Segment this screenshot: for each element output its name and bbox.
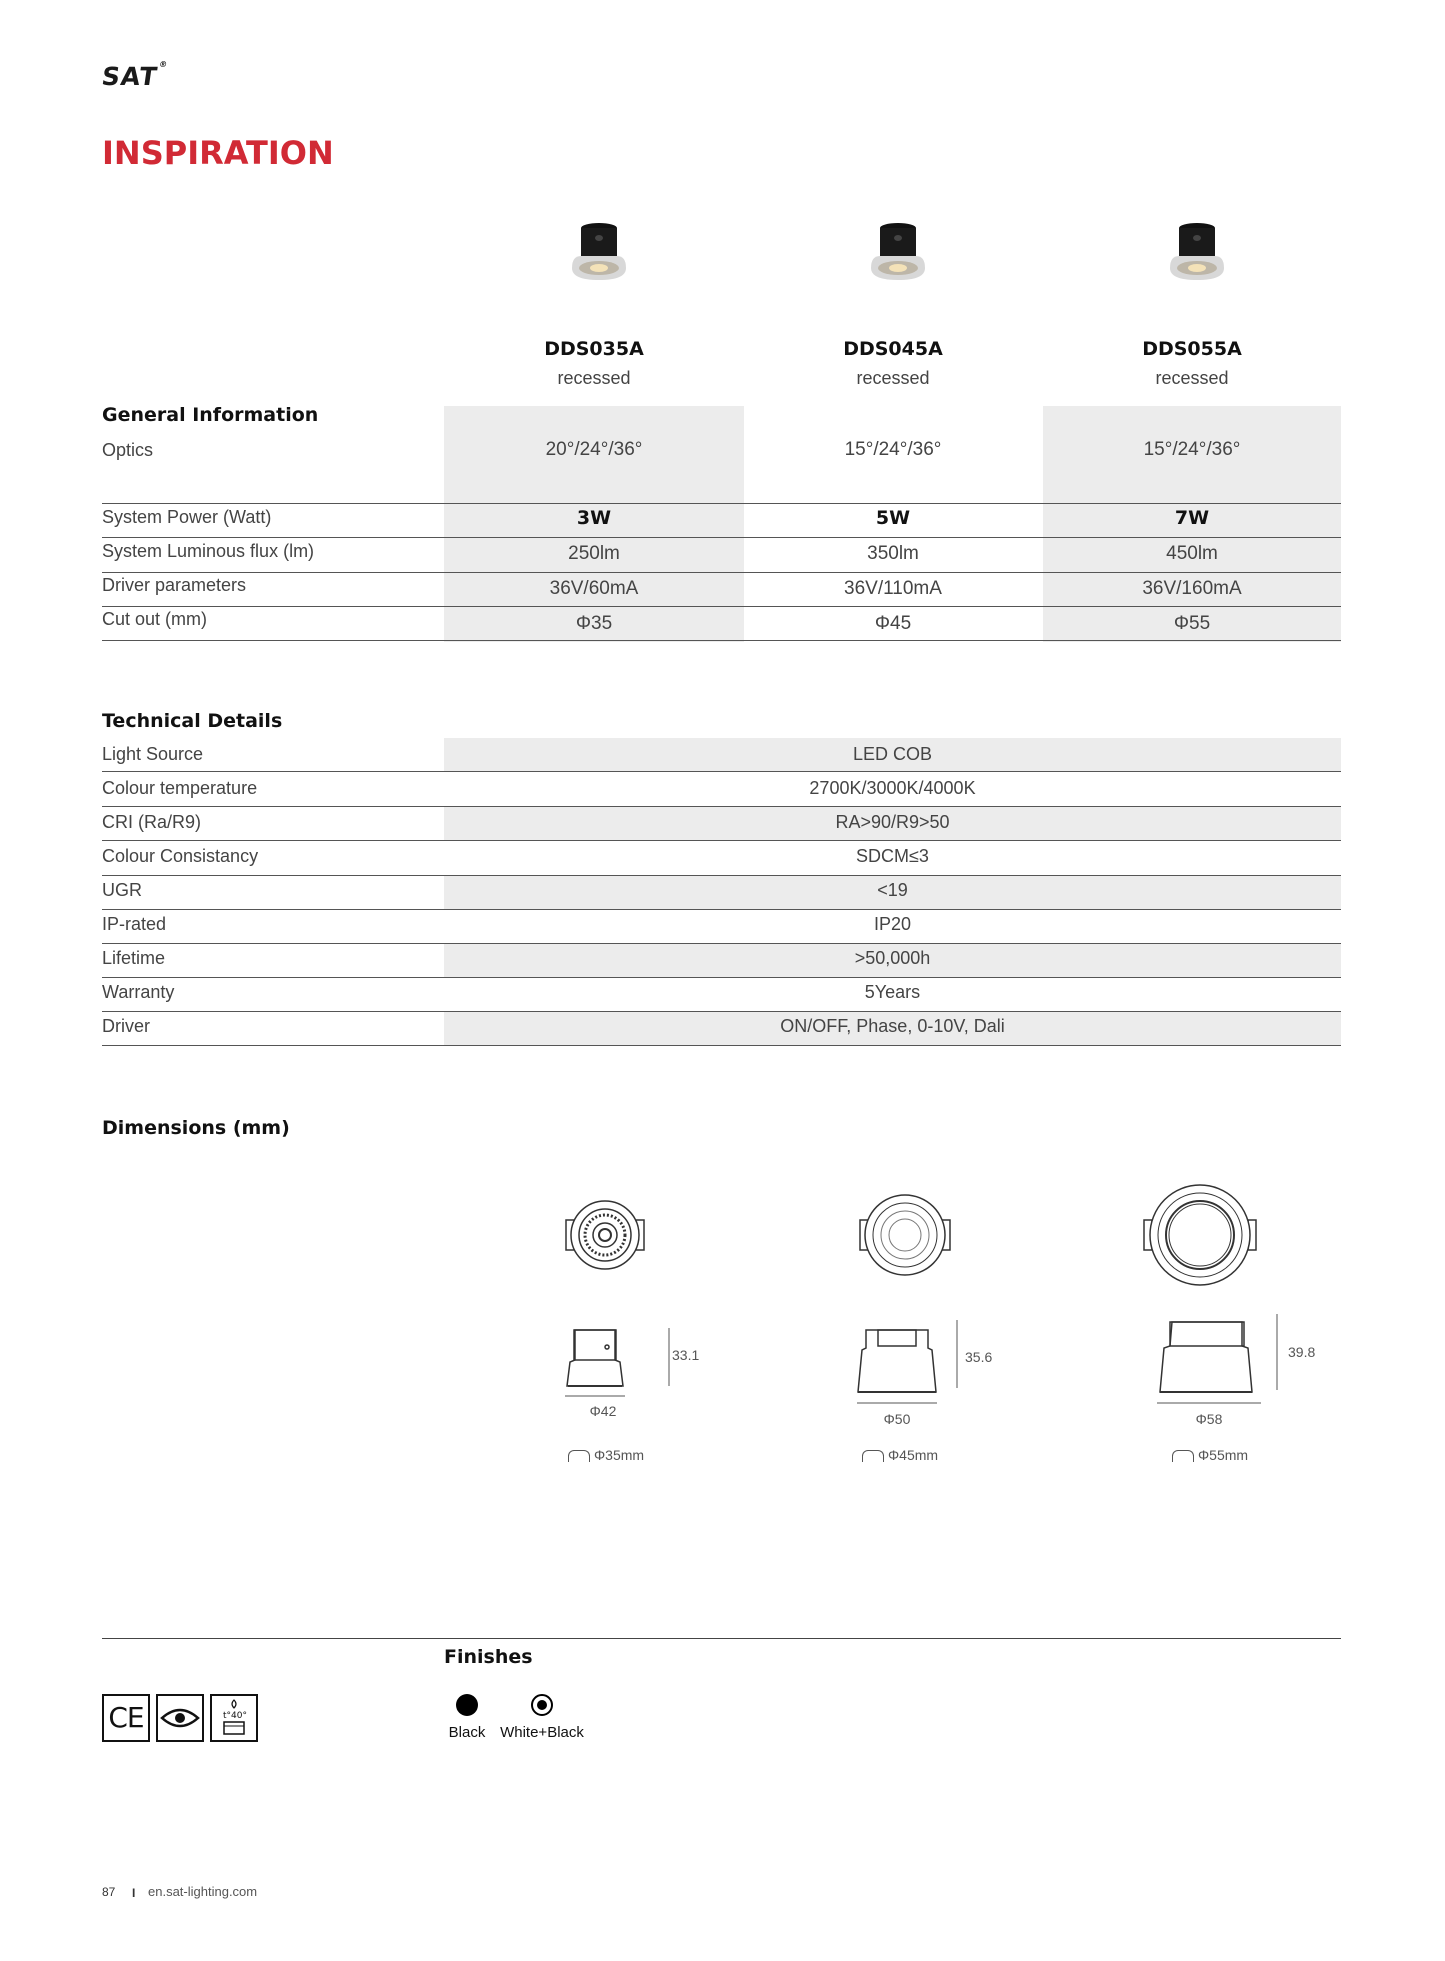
- row-label-cutout: Cut out (mm): [102, 609, 208, 629]
- cell-colour-temperature: 2700K/3000K/4000K: [809, 778, 976, 798]
- product-type: recessed: [557, 368, 631, 388]
- row-label-power: System Power (Watt): [102, 507, 272, 527]
- cell-colour-consistancy: SDCM≤3: [856, 846, 929, 866]
- cell-flux: 250lm: [568, 543, 620, 564]
- diameter-dimension-line: [1157, 1400, 1261, 1406]
- technical-details-title: Technical Details: [102, 710, 283, 732]
- cell-cri: RA>90/R9>50: [835, 812, 950, 832]
- cell-driver: ON/OFF, Phase, 0-10V, Dali: [780, 1016, 1005, 1036]
- side-view-drawing-1: [560, 1320, 630, 1390]
- website-link[interactable]: en.sat-lighting.com: [148, 1884, 258, 1899]
- cell-optics: 15°/24°/36°: [844, 439, 942, 460]
- cutout-icon: [862, 1450, 884, 1462]
- top-view-drawing-3: [1140, 1175, 1260, 1295]
- row-label-ugr: UGR: [102, 880, 142, 900]
- product-type: recessed: [856, 368, 930, 388]
- top-view-drawing-1: [560, 1190, 650, 1280]
- cell-driver-params: 36V/110mA: [844, 578, 942, 599]
- cell-warranty: 5Years: [864, 982, 921, 1002]
- diameter-dimension-line: [857, 1400, 937, 1406]
- product-image: [1162, 218, 1232, 298]
- row-divider: [102, 537, 1341, 538]
- cell-optics: 15°/24°/36°: [1143, 439, 1241, 460]
- row-divider: [102, 771, 1341, 772]
- cell-ugr: <19: [877, 880, 908, 900]
- height-label: 39.8: [1288, 1344, 1316, 1360]
- row-divider: [102, 1011, 1341, 1012]
- row-divider: [102, 572, 1341, 573]
- row-label-lifetime: Lifetime: [102, 948, 166, 968]
- temperature-rating-icon: [210, 1694, 258, 1742]
- product-model: DDS035A: [544, 338, 644, 360]
- diameter-label: Φ58: [1195, 1411, 1223, 1427]
- cell-light-source: LED COB: [852, 744, 933, 764]
- height-label: 35.6: [965, 1349, 993, 1365]
- page-number: 87: [102, 1885, 116, 1899]
- row-divider: [102, 840, 1341, 841]
- cutout-label: Φ55mm: [1172, 1447, 1248, 1463]
- row-label-flux: System Luminous flux (lm): [102, 541, 315, 561]
- product-model: DDS045A: [843, 338, 943, 360]
- page-separator: I: [132, 1886, 136, 1900]
- row-divider: [102, 1045, 1341, 1046]
- cell-driver-params: 36V/160mA: [1142, 578, 1242, 599]
- row-label-colour-temperature: Colour temperature: [102, 778, 258, 798]
- cell-flux: 450lm: [1166, 543, 1218, 564]
- cell-cutout: Φ35: [575, 613, 613, 634]
- cell-ip-rated: IP20: [873, 914, 912, 934]
- product-image: [863, 218, 933, 298]
- ce-mark-icon: CE: [102, 1694, 150, 1742]
- row-divider: [102, 640, 1341, 641]
- finish-swatch-white-black[interactable]: [531, 1694, 553, 1716]
- diameter-dimension-line: [565, 1393, 625, 1399]
- cell-lifetime: >50,000h: [854, 948, 931, 968]
- row-label-optics: Optics: [102, 440, 154, 460]
- row-label-light-source: Light Source: [102, 744, 204, 764]
- cell-power: 5W: [875, 507, 911, 529]
- row-divider: [102, 606, 1341, 607]
- cell-driver-params: 36V/60mA: [549, 578, 639, 599]
- row-label-ip-rated: IP-rated: [102, 914, 167, 934]
- cell-flux: 350lm: [867, 543, 919, 564]
- eye-safety-icon: [156, 1694, 204, 1742]
- finish-label-white-black: White+Black: [500, 1724, 584, 1741]
- side-view-drawing-2: [852, 1320, 942, 1395]
- row-divider: [102, 977, 1341, 978]
- top-view-drawing-2: [855, 1185, 955, 1285]
- finish-swatch-black[interactable]: [456, 1694, 478, 1716]
- footer-divider: [102, 1638, 1341, 1639]
- row-divider: [102, 875, 1341, 876]
- cell-cutout: Φ55: [1173, 613, 1211, 634]
- row-label-driver-params: Driver parameters: [102, 575, 247, 595]
- product-image: [564, 218, 634, 298]
- height-dimension-line: [952, 1320, 962, 1390]
- svg-text:t°40°: t°40°: [223, 1711, 247, 1721]
- finishes-title: Finishes: [444, 1646, 533, 1668]
- cell-cutout: Φ45: [874, 613, 912, 634]
- product-model: DDS055A: [1142, 338, 1242, 360]
- dimensions-title: Dimensions (mm): [102, 1117, 290, 1139]
- cutout-label: Φ45mm: [862, 1447, 938, 1463]
- cutout-icon: [568, 1450, 590, 1462]
- cell-optics: 20°/24°/36°: [545, 439, 643, 460]
- row-label-cri: CRI (Ra/R9): [102, 812, 202, 832]
- general-information-title: General Information: [102, 404, 319, 426]
- product-type: recessed: [1155, 368, 1229, 388]
- row-divider: [102, 806, 1341, 807]
- row-divider: [102, 503, 1341, 504]
- cutout-icon: [1172, 1450, 1194, 1462]
- cell-power: 7W: [1174, 507, 1210, 529]
- row-label-warranty: Warranty: [102, 982, 175, 1002]
- brand-logo: SAT®: [99, 60, 169, 91]
- height-dimension-line: [1272, 1314, 1282, 1392]
- height-label: 33.1: [672, 1347, 700, 1363]
- side-view-drawing-3: [1152, 1312, 1262, 1397]
- cutout-label: Φ35mm: [568, 1447, 644, 1463]
- row-label-colour-consistancy: Colour Consistancy: [102, 846, 259, 866]
- finish-label-black: Black: [448, 1724, 486, 1741]
- diameter-label: Φ50: [883, 1411, 911, 1427]
- row-divider: [102, 909, 1341, 910]
- row-divider: [102, 943, 1341, 944]
- page-title: INSPIRATION: [102, 134, 334, 172]
- cell-power: 3W: [576, 507, 612, 529]
- diameter-label: Φ42: [589, 1403, 617, 1419]
- row-label-driver: Driver: [102, 1016, 150, 1036]
